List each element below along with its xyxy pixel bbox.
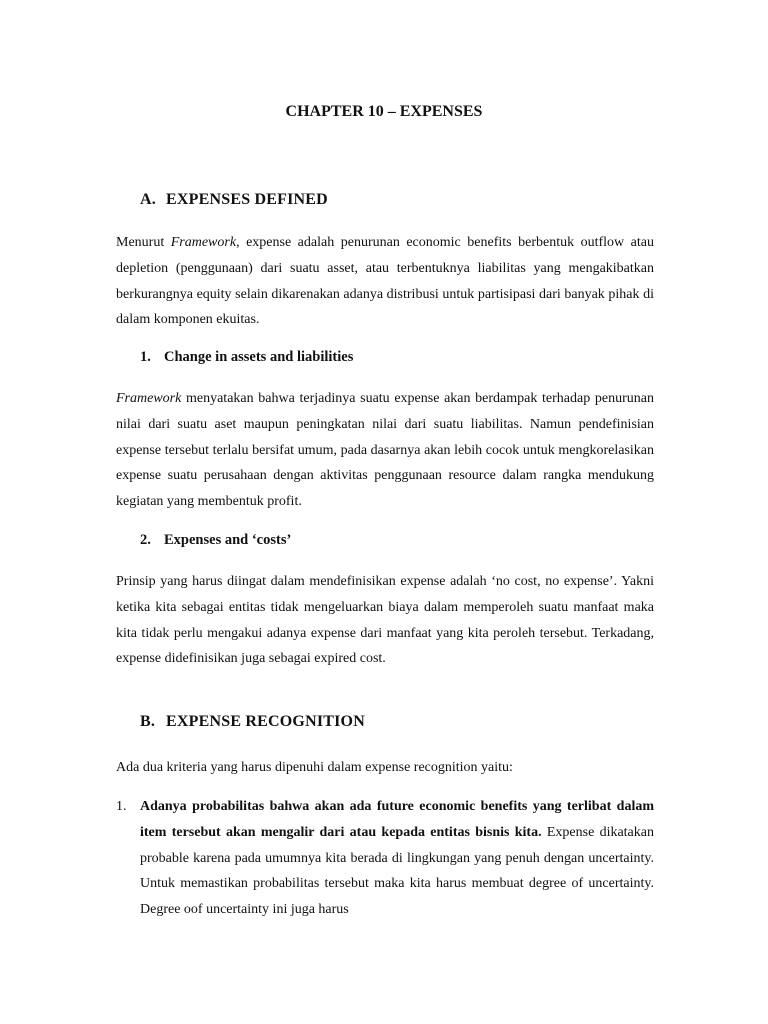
sub1-italic: Framework <box>116 391 182 406</box>
section-a-letter: A. <box>140 191 156 208</box>
section-b-letter: B. <box>140 713 156 730</box>
section-a-intro-paragraph <box>116 230 654 333</box>
section-b-title: EXPENSE RECOGNITION <box>166 713 365 730</box>
sub-heading-2-number: 2. <box>140 532 151 548</box>
sub1-text: menyatakan bahwa terjadinya suatu expense akan berdampak terhadap penurunan nilai dari suatu aset maupun peningkatan nilai dari suatu liabilitas. Namun pendefinisian expense tersebut terlalu bersifat umum, pada dasarnya akan lebih cocok untuk mengkorelasikan expense suatu perusahaan dengan aktivitas penggunaan resource dalam rangka mendukung kegiatan yang membentuk profit. <box>116 391 654 510</box>
list-item-body <box>140 794 654 923</box>
section-b-intro-paragraph: Ada dua kriteria yang harus dipenuhi dalam expense recognition yaitu: <box>116 760 513 775</box>
section-a-intro-text: , expense adalah penurunan economic benefits berbentuk outflow atau depletion (penggunaan) dari suatu asset, atau terbentuknya liabilitas yang mengakibatkan berkurangnya equity selain dikarenakan adanya distribusi untuk partisipasi dari banyak pihak di dalam komponen ekuitas. <box>116 235 654 328</box>
section-a-intro-italic: Framework <box>170 235 237 250</box>
section-b-heading <box>140 713 365 731</box>
section-a-intro-prefix: Menurut <box>116 235 171 250</box>
sub-heading-1-title: Change in assets and liabilities <box>164 349 354 365</box>
list-item <box>116 794 654 923</box>
sub1-paragraph <box>116 386 654 515</box>
sub-heading-1-number: 1. <box>140 349 151 365</box>
list-item-bold-text: Adanya probabilitas bahwa akan ada future economic benefits yang terlibat dalam item tersebut akan mengalir dari atau kepada entitas bisnis kita. <box>140 799 654 840</box>
list-item-text: Expense dikatakan probable karena pada umumnya kita berada di lingkungan yang penuh dengan uncertainty. Untuk memastikan probabilitas tersebut maka kita harus membuat degree of uncertainty. Degree oof uncertainty ini juga harus <box>140 824 654 918</box>
section-a-heading <box>140 191 328 209</box>
sub-heading-2 <box>140 532 291 549</box>
section-a-title: EXPENSES DEFINED <box>166 191 328 208</box>
sub-heading-2-title: Expenses and ‘costs’ <box>164 532 292 548</box>
sub2-paragraph: Prinsip yang harus diingat dalam mendefinisikan expense adalah ‘no cost, no expense’. Yakni ketika kita sebagai entitas tidak mengeluarkan biaya dalam memperoleh suatu manfaat maka kita tidak perlu mengakui adanya expense dari manfaat yang kita peroleh tersebut. Terkadang, expense didefinisikan juga sebagai expired cost. <box>116 574 654 667</box>
list-item-number: 1. <box>116 799 127 814</box>
chapter-title: CHAPTER 10 – EXPENSES <box>285 103 483 120</box>
sub-heading-1 <box>140 349 353 366</box>
